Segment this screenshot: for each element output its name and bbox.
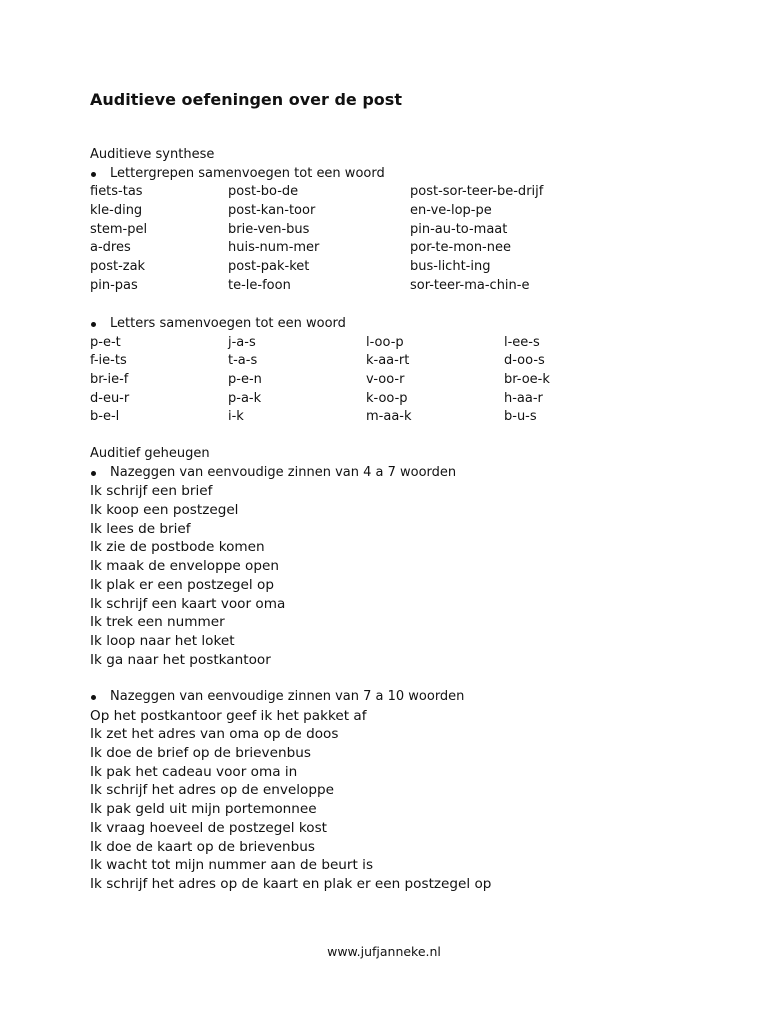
grid-cell: stem-pel: [90, 221, 148, 237]
grid-row: [90, 334, 730, 353]
grid-cell: p-a-k: [228, 390, 262, 406]
grid-row: [90, 239, 730, 258]
bullet-icon: [91, 695, 96, 700]
grid-cell: k-aa-rt: [366, 353, 410, 369]
grid-cell: j-a-s: [228, 334, 256, 350]
letter-grid: [90, 334, 730, 427]
bullet-syllables: [90, 165, 730, 184]
grid-cell: kle-ding: [90, 203, 143, 219]
grid-cell: t-a-s: [228, 353, 258, 369]
grid-row: [90, 390, 730, 409]
grid-cell: b-e-l: [90, 409, 120, 425]
sentence-item: Ik schrijf een brief: [90, 483, 213, 500]
grid-cell: fiets-tas: [90, 184, 143, 200]
grid-cell: v-oo-r: [366, 372, 405, 388]
grid-row: [90, 277, 730, 296]
bullet-sentences-short: [90, 464, 730, 483]
section-synthese: [90, 146, 730, 296]
grid-cell: te-le-foon: [228, 277, 291, 293]
bullet-text: Lettergrepen samenvoegen tot een woord: [110, 165, 385, 181]
sentence-item: Ik koop een postzegel: [90, 502, 239, 519]
section-heading-synthese: Auditieve synthese: [90, 147, 215, 162]
bullet-icon: [91, 322, 96, 327]
syllable-grid: [90, 183, 730, 295]
section-heading-geheugen: Auditief geheugen: [90, 446, 210, 461]
grid-cell: br-oe-k: [504, 372, 550, 388]
section-sentences-long: [90, 688, 730, 894]
grid-cell: a-dres: [90, 240, 131, 256]
grid-cell: k-oo-p: [366, 390, 408, 406]
grid-cell: pin-au-to-maat: [410, 221, 508, 237]
grid-cell: m-aa-k: [366, 409, 412, 425]
sentence-item: Op het postkantoor geef ik het pakket af: [90, 707, 367, 724]
grid-cell: brie-ven-bus: [228, 221, 310, 237]
sentence-item: Ik plak er een postzegel op: [90, 576, 274, 593]
grid-cell: h-aa-r: [504, 390, 543, 406]
sentence-item: Ik pak geld uit mijn portemonnee: [90, 801, 317, 818]
grid-cell: por-te-mon-nee: [410, 240, 511, 256]
sentence-item: Ik doe de kaart op de brievenbus: [90, 838, 315, 855]
sentence-item: Ik schrijf een kaart voor oma: [90, 595, 286, 612]
grid-cell: p-e-t: [90, 334, 121, 350]
grid-row: [90, 202, 730, 221]
sentence-item: Ik loop naar het loket: [90, 632, 235, 649]
grid-row: [90, 258, 730, 277]
grid-cell: br-ie-f: [90, 372, 129, 388]
grid-cell: bus-licht-ing: [410, 259, 491, 275]
grid-row: [90, 352, 730, 371]
sentence-list-short: [90, 482, 730, 669]
grid-cell: sor-teer-ma-chin-e: [410, 277, 530, 293]
sentence-item: Ik vraag hoeveel de postzegel kost: [90, 819, 327, 836]
grid-cell: b-u-s: [504, 409, 537, 425]
sentence-list-long: [90, 707, 730, 894]
grid-row: [90, 408, 730, 427]
bullet-text: Letters samenvoegen tot een woord: [110, 316, 346, 331]
bullet-icon: [91, 172, 96, 177]
grid-cell: l-ee-s: [504, 334, 540, 350]
grid-cell: d-oo-s: [504, 353, 545, 369]
grid-cell: huis-num-mer: [228, 240, 320, 256]
bullet-icon: [91, 471, 96, 476]
page-title: Auditieve oefeningen over de post: [90, 90, 402, 109]
grid-cell: f-ie-ts: [90, 353, 127, 369]
grid-cell: en-ve-lop-pe: [410, 203, 492, 219]
sentence-item: Ik trek een nummer: [90, 614, 225, 631]
section-geheugen: [90, 445, 730, 669]
sentence-item: Ik schrijf het adres op de kaart en plak er een postzegel op: [90, 875, 492, 892]
grid-row: [90, 183, 730, 202]
sentence-item: Ik schrijf het adres op de enveloppe: [90, 782, 334, 799]
footer-url: www.jufjanneke.nl: [327, 944, 441, 959]
grid-cell: p-e-n: [228, 372, 262, 388]
sentence-item: Ik pak het cadeau voor oma in: [90, 763, 298, 780]
sentence-item: Ik wacht tot mijn nummer aan de beurt is: [90, 857, 374, 874]
grid-cell: post-kan-toor: [228, 203, 316, 219]
grid-cell: post-sor-teer-be-drijf: [410, 184, 544, 200]
grid-cell: post-bo-de: [228, 184, 299, 200]
sentence-item: Ik maak de enveloppe open: [90, 558, 279, 575]
section-letters: [90, 315, 730, 427]
bullet-letters: [90, 315, 730, 334]
grid-cell: post-zak: [90, 259, 146, 275]
sentence-item: Ik ga naar het postkantoor: [90, 651, 271, 668]
bullet-text: Nazeggen van eenvoudige zinnen van 7 a 10 woorden: [110, 689, 465, 704]
bullet-sentences-long: [90, 688, 730, 707]
sentence-item: Ik zie de postbode komen: [90, 539, 265, 556]
grid-cell: post-pak-ket: [228, 259, 310, 275]
grid-cell: i-k: [228, 409, 244, 425]
bullet-text: Nazeggen van eenvoudige zinnen van 4 a 7 woorden: [110, 464, 457, 480]
grid-cell: d-eu-r: [90, 390, 130, 406]
sentence-item: Ik doe de brief op de brievenbus: [90, 745, 311, 762]
grid-row: [90, 371, 730, 390]
grid-cell: l-oo-p: [366, 334, 404, 350]
sentence-item: Ik lees de brief: [90, 520, 191, 537]
grid-cell: pin-pas: [90, 277, 138, 293]
sentence-item: Ik zet het adres van oma op de doos: [90, 726, 339, 743]
grid-row: [90, 221, 730, 240]
